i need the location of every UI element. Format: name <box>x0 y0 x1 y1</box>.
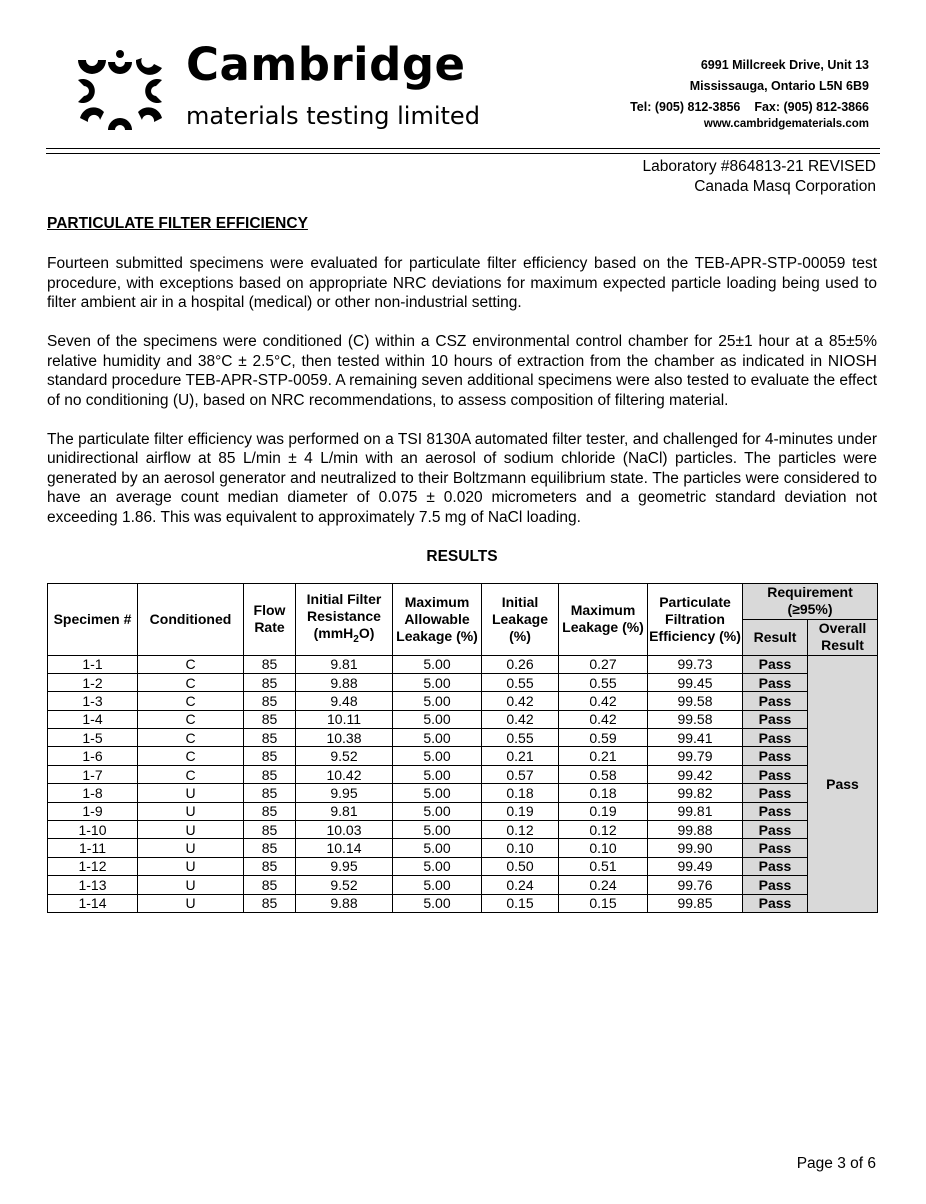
cell-result: Pass <box>743 821 808 839</box>
header-rule-thin <box>46 153 880 154</box>
address-line-1: 6991 Millcreek Drive, Unit 13 <box>700 58 869 72</box>
cell-max-allowable-leakage: 5.00 <box>393 857 482 875</box>
logo-mark-icon <box>74 48 166 134</box>
cell-filtration-efficiency: 99.81 <box>648 802 743 820</box>
cell-initial-resistance: 10.03 <box>296 821 393 839</box>
table-row <box>48 673 878 691</box>
cell-filtration-efficiency: 99.49 <box>648 857 743 875</box>
cell-specimen: 1-7 <box>48 765 138 783</box>
cell-result: Pass <box>743 710 808 728</box>
cell-max-leakage: 0.58 <box>559 765 648 783</box>
cell-filtration-efficiency: 99.90 <box>648 839 743 857</box>
cell-flow-rate: 85 <box>244 692 296 710</box>
cell-conditioned: U <box>138 839 244 857</box>
telephone: Tel: (905) 812-3856 <box>630 100 741 114</box>
cell-flow-rate: 85 <box>244 894 296 912</box>
cell-max-allowable-leakage: 5.00 <box>393 765 482 783</box>
cell-initial-resistance: 10.11 <box>296 710 393 728</box>
header-conditioned: Conditioned <box>138 583 244 655</box>
cell-initial-leakage: 0.19 <box>482 802 559 820</box>
cell-overall-result: Pass <box>808 655 878 912</box>
cell-max-allowable-leakage: 5.00 <box>393 655 482 673</box>
cell-max-allowable-leakage: 5.00 <box>393 821 482 839</box>
company-name: Cambridge <box>186 38 466 91</box>
cell-specimen: 1-5 <box>48 729 138 747</box>
header-flow-rate: Flow Rate <box>244 583 296 655</box>
cell-filtration-efficiency: 99.82 <box>648 784 743 802</box>
cell-filtration-efficiency: 99.73 <box>648 655 743 673</box>
cell-specimen: 1-12 <box>48 857 138 875</box>
cell-result: Pass <box>743 894 808 912</box>
header-initial-filter-resistance: Initial Filter Resistance (mmH$_2$O) <box>296 583 393 655</box>
company-logo <box>74 48 166 134</box>
page-number: Page 3 of 6 <box>796 1155 876 1172</box>
cell-filtration-efficiency: 99.58 <box>648 710 743 728</box>
cell-result: Pass <box>743 747 808 765</box>
cell-max-allowable-leakage: 5.00 <box>393 710 482 728</box>
cell-specimen: 1-14 <box>48 894 138 912</box>
cell-specimen: 1-13 <box>48 876 138 894</box>
cell-specimen: 1-9 <box>48 802 138 820</box>
cell-initial-leakage: 0.10 <box>482 839 559 857</box>
cell-flow-rate: 85 <box>244 857 296 875</box>
cell-conditioned: C <box>138 692 244 710</box>
table-row <box>48 894 878 912</box>
table-row <box>48 710 878 728</box>
cell-max-leakage: 0.21 <box>559 747 648 765</box>
cell-initial-leakage: 0.42 <box>482 692 559 710</box>
cell-result: Pass <box>743 784 808 802</box>
cell-result: Pass <box>743 876 808 894</box>
header-particulate-filtration-efficiency: Particulate Filtration Efficiency (%) <box>648 583 743 655</box>
cell-result: Pass <box>743 765 808 783</box>
cell-max-leakage: 0.42 <box>559 710 648 728</box>
cell-initial-leakage: 0.42 <box>482 710 559 728</box>
cell-flow-rate: 85 <box>244 784 296 802</box>
company-address-block <box>630 55 869 131</box>
cell-flow-rate: 85 <box>244 765 296 783</box>
table-row <box>48 802 878 820</box>
cell-initial-leakage: 0.15 <box>482 894 559 912</box>
cell-initial-resistance: 9.81 <box>296 802 393 820</box>
cell-result: Pass <box>743 857 808 875</box>
cell-flow-rate: 85 <box>244 655 296 673</box>
section-title: PARTICULATE FILTER EFFICIENCY <box>47 215 308 232</box>
cell-specimen: 1-2 <box>48 673 138 691</box>
cell-initial-leakage: 0.18 <box>482 784 559 802</box>
cell-initial-leakage: 0.12 <box>482 821 559 839</box>
cell-flow-rate: 85 <box>244 729 296 747</box>
cell-conditioned: U <box>138 802 244 820</box>
cell-max-allowable-leakage: 5.00 <box>393 894 482 912</box>
cell-initial-resistance: 9.88 <box>296 894 393 912</box>
cell-max-allowable-leakage: 5.00 <box>393 839 482 857</box>
cell-initial-resistance: 9.88 <box>296 673 393 691</box>
company-tagline: materials testing limited <box>186 102 480 130</box>
cell-flow-rate: 85 <box>244 876 296 894</box>
cell-conditioned: U <box>138 784 244 802</box>
cell-result: Pass <box>743 692 808 710</box>
cell-initial-leakage: 0.50 <box>482 857 559 875</box>
header-result: Result <box>743 619 808 655</box>
report-reference <box>642 157 876 196</box>
cell-flow-rate: 85 <box>244 747 296 765</box>
cell-max-leakage: 0.18 <box>559 784 648 802</box>
laboratory-number: Laboratory #864813-21 REVISED <box>642 158 876 175</box>
cell-max-allowable-leakage: 5.00 <box>393 876 482 894</box>
paragraph-method: The particulate filter efficiency was performed on a TSI 8130A automated filter tester, and challenged for 4-minutes under unidirectional airflow at 85 L/min ± 4 L/min with an aerosol of sodium chloride (NaCl) particles. The particles were generated by an aerosol generator and neutralized to their Boltzmann equilibrium state. The particles were considered to have an average count median diameter of 0.075 ± 0.020 micrometers and a geometric standard deviation not exceeding 1.86. This was equivalent to approximately 7.5 mg of NaCl loading. <box>47 430 877 526</box>
client-name: Canada Masq Corporation <box>694 177 876 195</box>
cell-conditioned: C <box>138 673 244 691</box>
website: www.cambridgematerials.com <box>703 118 869 130</box>
cell-filtration-efficiency: 99.79 <box>648 747 743 765</box>
cell-initial-leakage: 0.55 <box>482 729 559 747</box>
cell-initial-leakage: 0.55 <box>482 673 559 691</box>
cell-initial-resistance: 10.42 <box>296 765 393 783</box>
cell-flow-rate: 85 <box>244 802 296 820</box>
fax: Fax: (905) 812-3866 <box>754 100 869 114</box>
cell-flow-rate: 85 <box>244 839 296 857</box>
cell-specimen: 1-3 <box>48 692 138 710</box>
cell-initial-leakage: 0.21 <box>482 747 559 765</box>
table-row <box>48 876 878 894</box>
cell-result: Pass <box>743 802 808 820</box>
table-row <box>48 784 878 802</box>
paragraph-conditioning: Seven of the specimens were conditioned (C) within a CSZ environmental control chamber for 25±1 hour at a 85±5% relative humidity and 38°C ± 2.5°C, then tested within 10 hours of extraction from the chamber as indicated in NIOSH standard procedure TEB-APR-STP-0059. A remaining seven additional specimens were also tested to evaluate the effect of no conditioning (U), based on NRC recommendations, to assess composition of filtering material. <box>47 333 878 409</box>
cell-filtration-efficiency: 99.58 <box>648 692 743 710</box>
header-requirement: Requirement (≥95%) <box>743 583 878 619</box>
cell-filtration-efficiency: 99.41 <box>648 729 743 747</box>
cell-conditioned: C <box>138 765 244 783</box>
cell-max-leakage: 0.59 <box>559 729 648 747</box>
cell-initial-resistance: 9.81 <box>296 655 393 673</box>
header-initial-leakage: Initial Leakage (%) <box>482 583 559 655</box>
cell-conditioned: U <box>138 894 244 912</box>
table-row <box>48 692 878 710</box>
address-line-2: Mississauga, Ontario L5N 6B9 <box>689 79 869 93</box>
cell-max-leakage: 0.51 <box>559 857 648 875</box>
cell-conditioned: U <box>138 821 244 839</box>
cell-specimen: 1-4 <box>48 710 138 728</box>
cell-conditioned: U <box>138 876 244 894</box>
cell-initial-resistance: 10.14 <box>296 839 393 857</box>
results-title: RESULTS <box>426 547 498 565</box>
cell-initial-leakage: 0.57 <box>482 765 559 783</box>
cell-result: Pass <box>743 839 808 857</box>
table-row <box>48 765 878 783</box>
cell-initial-resistance: 9.52 <box>296 876 393 894</box>
results-table <box>47 583 878 913</box>
cell-max-allowable-leakage: 5.00 <box>393 784 482 802</box>
cell-max-allowable-leakage: 5.00 <box>393 802 482 820</box>
header-overall-result: Overall Result <box>808 619 878 655</box>
cell-specimen: 1-10 <box>48 821 138 839</box>
cell-initial-resistance: 9.52 <box>296 747 393 765</box>
cell-initial-leakage: 0.24 <box>482 876 559 894</box>
paragraph-intro: Fourteen submitted specimens were evaluated for particulate filter efficiency based on the TEB-APR-STP-00059 test procedure, with exceptions based on appropriate NRC deviations for maximum expected particle loading being used to filter ambient air in a hospital (medical) or other non-industrial setting. <box>47 255 877 311</box>
results-table-body <box>48 655 878 912</box>
cell-specimen: 1-8 <box>48 784 138 802</box>
cell-flow-rate: 85 <box>244 710 296 728</box>
header-maximum-allowable-leakage: Maximum Allowable Leakage (%) <box>393 583 482 655</box>
table-row <box>48 821 878 839</box>
cell-conditioned: C <box>138 710 244 728</box>
cell-filtration-efficiency: 99.45 <box>648 673 743 691</box>
cell-result: Pass <box>743 655 808 673</box>
cell-conditioned: C <box>138 655 244 673</box>
cell-conditioned: C <box>138 729 244 747</box>
header-specimen: Specimen # <box>48 583 138 655</box>
contact-phones <box>630 97 869 118</box>
table-row <box>48 747 878 765</box>
table-row <box>48 655 878 673</box>
cell-initial-resistance: 9.95 <box>296 784 393 802</box>
table-row <box>48 839 878 857</box>
cell-filtration-efficiency: 99.85 <box>648 894 743 912</box>
cell-max-leakage: 0.12 <box>559 821 648 839</box>
cell-result: Pass <box>743 673 808 691</box>
cell-max-leakage: 0.19 <box>559 802 648 820</box>
table-row <box>48 857 878 875</box>
table-row <box>48 729 878 747</box>
cell-specimen: 1-11 <box>48 839 138 857</box>
cell-initial-resistance: 9.48 <box>296 692 393 710</box>
header-maximum-leakage: Maximum Leakage (%) <box>559 583 648 655</box>
cell-conditioned: U <box>138 857 244 875</box>
cell-conditioned: C <box>138 747 244 765</box>
cell-specimen: 1-1 <box>48 655 138 673</box>
cell-initial-resistance: 10.38 <box>296 729 393 747</box>
cell-max-allowable-leakage: 5.00 <box>393 673 482 691</box>
cell-initial-leakage: 0.26 <box>482 655 559 673</box>
cell-max-leakage: 0.42 <box>559 692 648 710</box>
cell-initial-resistance: 9.95 <box>296 857 393 875</box>
cell-specimen: 1-6 <box>48 747 138 765</box>
cell-filtration-efficiency: 99.88 <box>648 821 743 839</box>
cell-filtration-efficiency: 99.42 <box>648 765 743 783</box>
cell-max-allowable-leakage: 5.00 <box>393 692 482 710</box>
cell-result: Pass <box>743 729 808 747</box>
cell-max-allowable-leakage: 5.00 <box>393 729 482 747</box>
cell-max-leakage: 0.55 <box>559 673 648 691</box>
cell-flow-rate: 85 <box>244 821 296 839</box>
cell-flow-rate: 85 <box>244 673 296 691</box>
cell-filtration-efficiency: 99.76 <box>648 876 743 894</box>
cell-max-leakage: 0.10 <box>559 839 648 857</box>
report-body <box>47 214 877 913</box>
header-rule-thick <box>46 148 880 149</box>
cell-max-allowable-leakage: 5.00 <box>393 747 482 765</box>
cell-max-leakage: 0.24 <box>559 876 648 894</box>
cell-max-leakage: 0.15 <box>559 894 648 912</box>
cell-max-leakage: 0.27 <box>559 655 648 673</box>
